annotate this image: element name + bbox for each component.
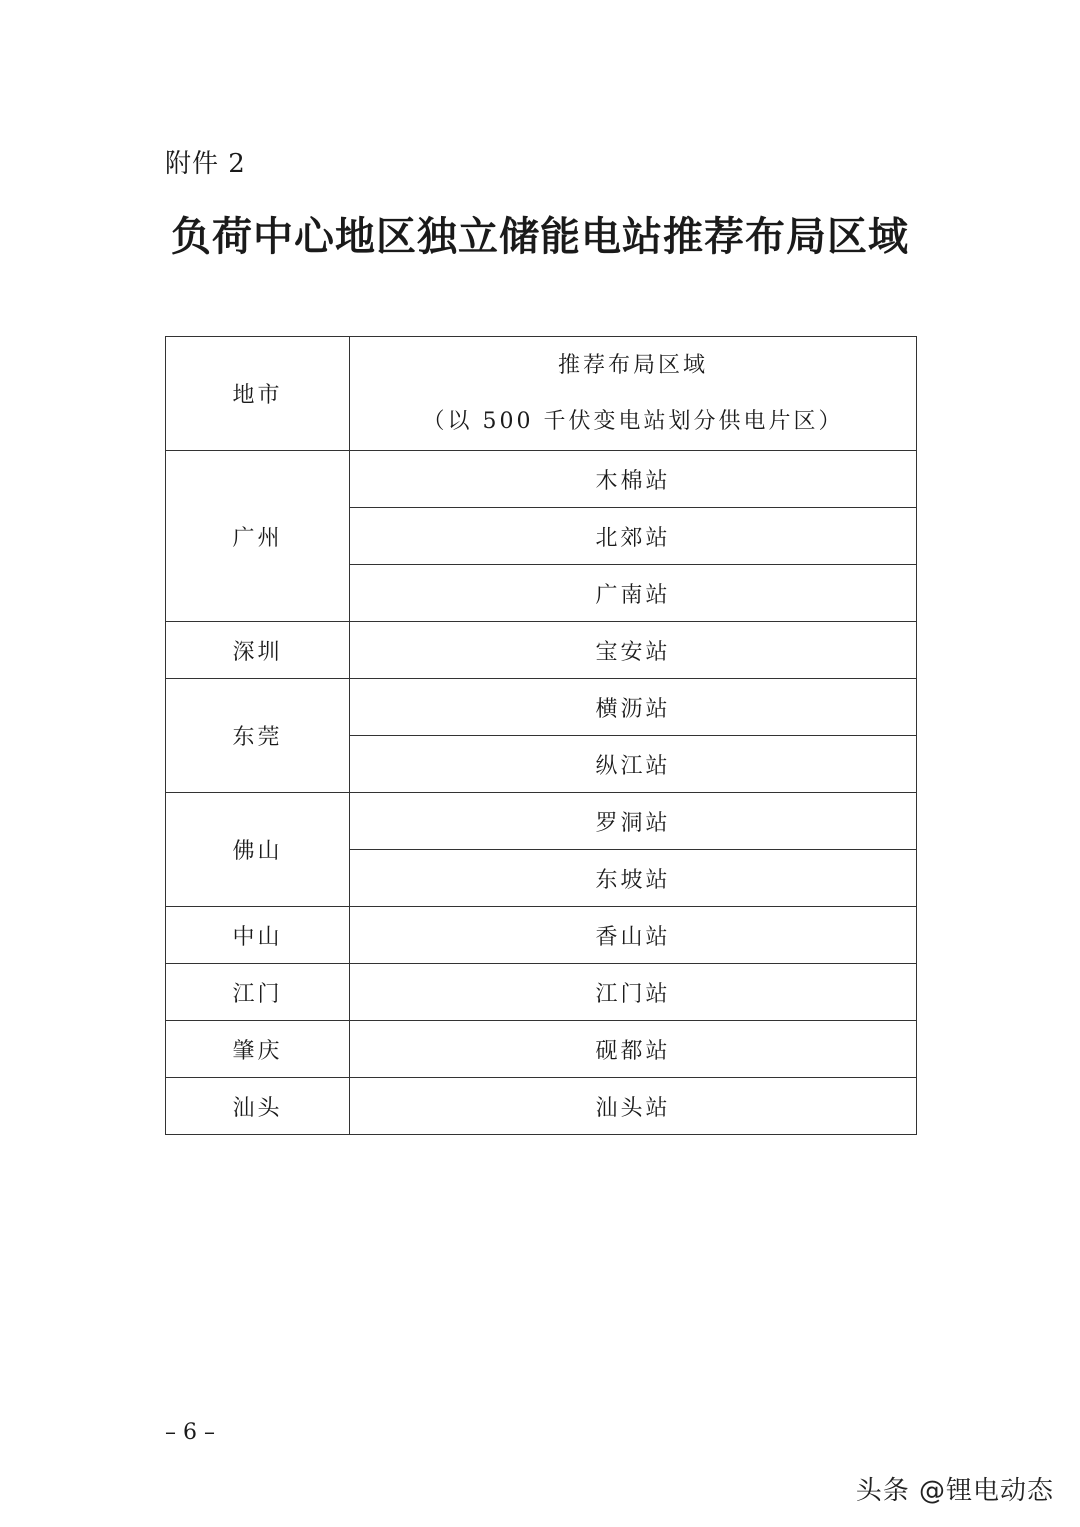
table-row: [166, 793, 917, 850]
station-cell: 横沥站: [350, 679, 917, 736]
header-city: 地市: [166, 337, 350, 451]
city-cell: 江门: [166, 964, 350, 1021]
station-cell: 汕头站: [350, 1078, 917, 1135]
station-cell: 香山站: [350, 907, 917, 964]
city-cell: 肇庆: [166, 1021, 350, 1078]
station-cell: 宝安站: [350, 622, 917, 679]
station-cell: 罗洞站: [350, 793, 917, 850]
station-cell: 东坡站: [350, 850, 917, 907]
table-row: [166, 451, 917, 508]
city-cell: 佛山: [166, 793, 350, 907]
page-title: 负荷中心地区独立储能电站推荐布局区域: [171, 213, 909, 260]
station-cell: 江门站: [350, 964, 917, 1021]
header-region-line1: 推荐布局区域: [557, 352, 708, 378]
page-number: – 6 –: [165, 1420, 215, 1445]
watermark: 头条 @锂电动态: [855, 1476, 1054, 1506]
city-cell: 汕头: [166, 1078, 350, 1135]
table-row: [166, 1078, 917, 1135]
station-layout-table: [165, 336, 917, 1135]
table-row: [166, 679, 917, 736]
city-cell: 广州: [166, 451, 350, 622]
table-row: [166, 622, 917, 679]
station-cell: 纵江站: [350, 736, 917, 793]
table-row: [166, 964, 917, 1021]
city-cell: 东莞: [166, 679, 350, 793]
station-cell: 木棉站: [350, 451, 917, 508]
attachment-label: 附件 2: [165, 149, 246, 179]
station-cell: 广南站: [350, 565, 917, 622]
table-row: [166, 907, 917, 964]
table-header-row: [166, 337, 917, 451]
city-cell: 中山: [166, 907, 350, 964]
header-region-line2: （以 500 千伏变电站划分供电片区）: [422, 408, 844, 434]
table-row: [166, 1021, 917, 1078]
station-cell: 北郊站: [350, 508, 917, 565]
header-region: [350, 337, 917, 451]
station-cell: 砚都站: [350, 1021, 917, 1078]
city-cell: 深圳: [166, 622, 350, 679]
